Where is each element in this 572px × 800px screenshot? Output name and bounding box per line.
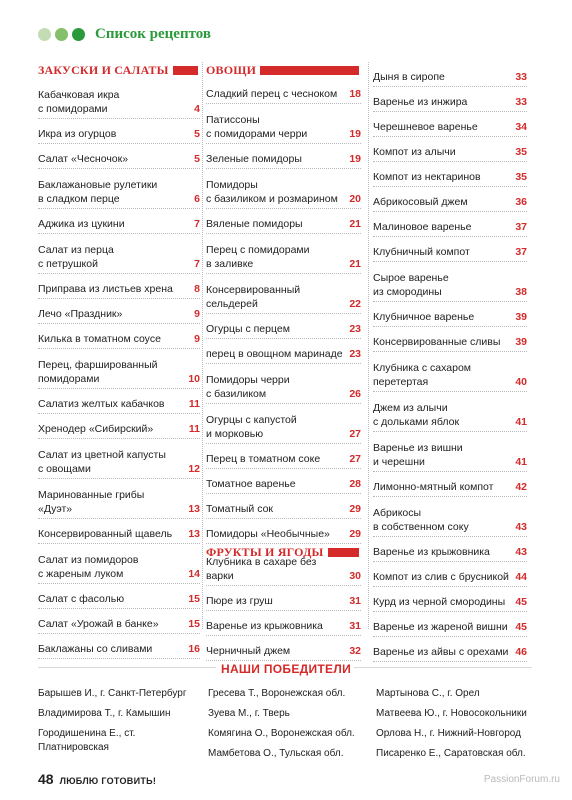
recipe-title: Малиновое варенье [373,221,472,233]
recipe-title: Салат с фасолью [38,593,125,605]
recipe-page-number: 5 [194,128,200,140]
recipe-entry[interactable] [38,324,200,349]
recipe-title: Абрикосы в собственном соку [373,507,469,533]
recipe-page-number: 14 [188,568,200,580]
page-footer [38,771,156,787]
recipe-page-number: 45 [515,621,527,633]
recipe-entry[interactable] [206,144,361,169]
recipe-page-number: 7 [194,258,200,270]
recipe-entry[interactable] [206,404,361,444]
recipe-title: Баклажаны со сливами [38,643,153,655]
watermark: PassionForum.ru [483,774,560,785]
section-title: ОВОЩИ [206,62,257,77]
recipe-page-number: 11 [188,423,200,435]
recipe-title: Салат из помидоров с жареным луком [38,554,139,580]
recipe-entry[interactable] [373,262,527,302]
recipe-page-number: 33 [515,96,527,108]
recipe-title: Лечо «Праздник» [38,308,123,320]
page-number: 48 [38,771,54,787]
recipe-title: Лимонно-мятный компот [373,481,494,493]
recipe-title: Варенье из инжира [373,96,468,108]
recipe-title: Салат из перца с петрушкой [38,244,114,270]
recipe-page-number: 18 [349,88,361,100]
recipe-entry[interactable] [373,112,527,137]
recipe-page-number: 23 [349,323,361,335]
recipe-title: перец в овощном маринаде [206,348,343,360]
recipe-page-number: 4 [194,103,200,115]
recipe-title: Помидоры «Необычные» [206,528,330,540]
recipe-page-number: 9 [194,333,200,345]
recipe-page-number: 15 [188,593,200,605]
recipe-page-number: 27 [349,428,361,440]
section-bar [260,66,359,75]
recipe-page-number: 7 [194,218,200,230]
recipe-title: Клубника с сахаром перетертая [373,362,471,388]
recipe-page-number: 21 [349,218,361,230]
section-title: ЗАКУСКИ И САЛАТЫ [38,62,169,77]
recipe-entry[interactable] [206,274,361,314]
recipe-entry[interactable] [38,519,200,544]
recipe-entry[interactable] [373,187,527,212]
winner-entry: Мартынова С., г. Орел [376,688,480,699]
recipe-entry[interactable] [373,302,527,327]
winner-entry: Владимирова Т., г. Камышин [38,708,171,719]
recipe-page-number: 43 [515,521,527,533]
recipe-page-number: 35 [515,146,527,158]
recipe-entry[interactable] [38,349,200,389]
recipe-entry[interactable] [206,234,361,274]
recipe-entry[interactable] [373,162,527,187]
recipe-entry[interactable] [206,494,361,519]
recipe-title: Сырое варенье из смородины [373,272,449,298]
recipe-page-number: 11 [188,398,200,410]
recipe-page-number: 29 [349,503,361,515]
recipe-column-1 [38,62,200,659]
recipe-title: Баклажановые рулетики в сладком перце [38,179,158,205]
section-title: ФРУКТЫ И ЯГОДЫ [206,544,324,559]
light-green-dot-icon [38,28,51,41]
recipe-title: Икра из огурцов [38,128,117,140]
recipe-entry[interactable] [206,339,361,364]
recipe-page-number: 12 [188,463,200,475]
recipe-page-number: 21 [349,258,361,270]
section-header [206,62,361,78]
recipe-title: Черничный джем [206,645,291,657]
recipe-entry[interactable] [38,209,200,234]
recipe-title: Патиссоны с помидорами черри [206,114,308,140]
recipe-entry[interactable] [206,556,361,586]
recipe-title: Черешневое варенье [373,121,478,133]
winners-divider-right [354,667,532,668]
recipe-page-number: 42 [515,481,527,493]
recipe-page-number: 46 [515,646,527,658]
recipe-entry[interactable] [206,611,361,636]
winners-column-1 [38,687,198,761]
recipe-entry[interactable] [38,119,200,144]
recipe-page-number: 27 [349,453,361,465]
recipe-entry[interactable] [206,169,361,209]
recipe-entry[interactable] [38,299,200,324]
recipe-entry[interactable] [206,104,361,144]
recipe-page-number: 20 [349,193,361,205]
recipe-entry[interactable] [206,79,361,104]
recipe-title: Салатиз желтых кабачков [38,398,165,410]
column-divider [368,62,369,629]
recipe-page-number: 23 [349,348,361,360]
recipe-page-number: 31 [349,595,361,607]
recipe-entry[interactable] [38,479,200,519]
recipe-entry[interactable] [373,432,527,472]
recipe-entry[interactable] [38,544,200,584]
recipe-page-number: 5 [194,153,200,165]
section-header [38,62,200,78]
winners-column-2 [208,687,368,767]
recipe-page-number: 32 [349,645,361,657]
recipe-page-number: 19 [349,128,361,140]
recipe-page-number: 29 [349,528,361,540]
recipe-entry[interactable] [206,314,361,339]
recipe-title: Томатный сок [206,503,273,515]
recipe-entry[interactable] [38,584,200,609]
recipe-page-number: 36 [515,196,527,208]
recipe-title: Килька в томатном соусе [38,333,161,345]
recipe-title: Варенье из жареной вишни [373,621,508,633]
page-title: Список рецептов [95,25,212,42]
recipe-entry[interactable] [206,636,361,661]
recipe-column-2 [206,62,361,661]
recipe-page-number: 6 [194,193,200,205]
recipe-entry[interactable] [373,537,527,562]
recipe-title: Сладкий перец с чесноком [206,88,338,100]
recipe-title: Салат «Чесночок» [38,153,129,165]
recipe-title: Консервированный щавель [38,528,173,540]
recipe-page-number: 10 [188,373,200,385]
recipe-entry[interactable] [206,519,361,544]
recipe-title: Дыня в сиропе [373,71,445,83]
recipe-title: Варенье из крыжовника [373,546,490,558]
recipe-entry[interactable] [373,62,527,87]
recipe-page-number: 41 [515,416,527,428]
recipe-page-number: 16 [188,643,200,655]
recipe-page-number: 13 [188,528,200,540]
recipe-title: Абрикосовый джем [373,196,468,208]
recipe-title: Пюре из груш [206,595,273,607]
column-divider [202,62,203,629]
recipe-title: Варенье из крыжовника [206,620,323,632]
winner-entry: Писаренко Е., Саратовская обл. [376,748,526,759]
winner-entry: Барышев И., г. Санкт-Петербург [38,688,187,699]
recipe-title: Курд из черной смородины [373,596,506,608]
recipe-title: Перец в томатном соке [206,453,321,465]
recipe-title: Перец, фаршированный помидорами [38,359,158,385]
recipe-page-number: 44 [515,571,527,583]
recipe-entry[interactable] [38,439,200,479]
recipe-entry[interactable] [206,444,361,469]
recipe-page-number: 37 [515,221,527,233]
recipe-entry[interactable] [38,79,200,119]
recipe-title: Вяленые помидоры [206,218,303,230]
recipe-title: Салат «Урожай в банке» [38,618,159,630]
recipe-entry[interactable] [373,587,527,612]
recipe-title: Хренодер «Сибирский» [38,423,154,435]
recipe-title: Огурцы с перцем [206,323,290,335]
recipe-title: Варенье из вишни и черешни [373,442,463,468]
recipe-entry[interactable] [373,392,527,432]
recipe-title: Огурцы с капустой и морковью [206,414,297,440]
recipe-title: Приправа из листьев хрена [38,283,173,295]
recipe-page-number: 15 [188,618,200,630]
recipe-entry[interactable] [373,237,527,262]
recipe-entry[interactable] [38,274,200,299]
recipe-entry[interactable] [206,469,361,494]
recipe-title: Варенье из айвы с орехами [373,646,509,658]
recipe-entry[interactable] [373,212,527,237]
recipe-title: Аджика из цукини [38,218,125,230]
recipe-entry[interactable] [373,637,527,662]
recipe-title: Клубничный компот [373,246,470,258]
recipe-column-3 [373,62,527,662]
recipe-page-number: 38 [515,286,527,298]
recipe-entry[interactable] [38,144,200,169]
recipe-page-number: 43 [515,546,527,558]
recipe-title: Томатное варенье [206,478,296,490]
recipe-page-number: 26 [349,388,361,400]
recipe-page-number: 28 [349,478,361,490]
recipe-page-number: 39 [515,311,527,323]
recipe-page-number: 37 [515,246,527,258]
medium-green-dot-icon [55,28,68,41]
recipe-entry[interactable] [38,414,200,439]
recipe-entry[interactable] [373,137,527,162]
winner-entry: Орлова Н., г. Нижний-Новгород [376,728,521,739]
winner-entry: Мамбетова О., Тульская обл. [208,748,344,759]
winner-entry: Комягина О., Воронежская обл. [208,728,355,739]
recipe-page-number: 34 [515,121,527,133]
recipe-entry[interactable] [38,234,200,274]
recipe-page-number: 31 [349,620,361,632]
recipe-page-number: 19 [349,153,361,165]
recipe-title: Зеленые помидоры [206,153,302,165]
recipe-title: Кабачковая икра с помидорами [38,89,120,115]
recipe-page-number: 30 [349,570,361,582]
recipe-entry[interactable] [373,327,527,352]
recipe-page-number: 33 [515,71,527,83]
recipe-entry[interactable] [373,497,527,537]
recipe-title: Джем из алычи с дольками яблок [373,402,460,428]
recipe-page-number: 35 [515,171,527,183]
recipe-page-number: 41 [515,456,527,468]
recipe-title: Салат из цветной капусты с овощами [38,449,166,475]
winner-entry: Зуева М., г. Тверь [208,708,290,719]
recipe-title: Консервированный сельдерей [206,284,301,310]
recipe-entry[interactable] [373,612,527,637]
recipe-entry[interactable] [206,364,361,404]
winners-title: НАШИ ПОБЕДИТЕЛИ [221,662,351,676]
recipe-page-number: 22 [349,298,361,310]
winner-entry: Городишенина Е., ст. Платнировская [38,728,136,753]
recipe-entry[interactable] [373,352,527,392]
winner-entry: Матвеева Ю., г. Новосокольники [376,708,527,719]
page-header [38,26,211,42]
recipe-page-number: 13 [188,503,200,515]
recipe-title: Маринованные грибы «Дуэт» [38,489,145,515]
recipe-page-number: 45 [515,596,527,608]
winners-column-3 [376,687,536,767]
recipe-entry[interactable] [38,634,200,659]
winner-entry: Гресева Т., Воронежская обл. [208,688,346,699]
dark-green-dot-icon [72,28,85,41]
recipe-title: Перец с помидорами в заливке [206,244,310,270]
recipe-title: Клубничное варенье [373,311,475,323]
recipe-title: Компот из слив с брусникой [373,571,509,583]
recipe-title: Компот из алычи [373,146,456,158]
recipe-entry[interactable] [38,609,200,634]
recipe-title: Помидоры черри с базиликом [206,374,290,400]
recipe-title: Помидоры с базиликом и розмарином [206,179,338,205]
recipe-page-number: 40 [515,376,527,388]
recipe-page-number: 8 [194,283,200,295]
recipe-entry[interactable] [206,586,361,611]
recipe-title: Клубника в сахаре без варки [206,556,317,582]
recipe-entry[interactable] [38,169,200,209]
recipe-title: Компот из нектаринов [373,171,481,183]
recipe-entry[interactable] [38,389,200,414]
recipe-entry[interactable] [373,87,527,112]
recipe-page-number: 39 [515,336,527,348]
section-bar [173,66,198,75]
recipe-entry[interactable] [373,472,527,497]
recipe-title: Консервированные сливы [373,336,501,348]
recipe-entry[interactable] [206,209,361,234]
recipe-entry[interactable] [373,562,527,587]
recipe-page-number: 9 [194,308,200,320]
magazine-name: ЛЮБЛЮ ГОТОВИТЬ! [59,776,157,786]
